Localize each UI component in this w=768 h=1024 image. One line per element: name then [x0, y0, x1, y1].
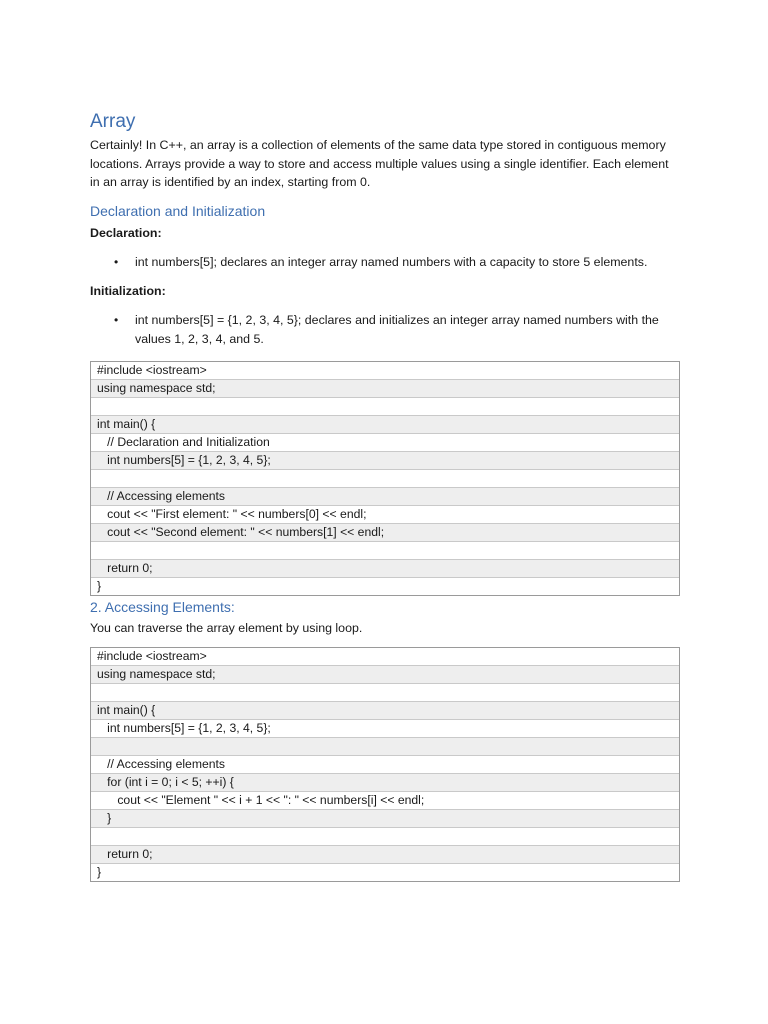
code-line: using namespace std;: [91, 666, 679, 684]
code-line: [91, 684, 679, 702]
code-line: int numbers[5] = {1, 2, 3, 4, 5};: [91, 720, 679, 738]
page-title: Array: [90, 111, 136, 132]
code-line: cout << "Element " << i + 1 << ": " << numbers[i] << endl;: [91, 792, 679, 810]
initialization-bullet-text: int numbers[5] = {1, 2, 3, 4, 5}; declares and initializes an integer array named numbers with the values 1, 2, 3, 4, and 5.: [135, 312, 659, 346]
intro-paragraph: Certainly! In C++, an array is a collection of elements of the same data type stored in contiguous memory locations. Arrays provide a way to store and access multiple values using a single identifier. Each element in an array is identified by an index, starting from 0.: [90, 138, 669, 189]
code-block-1: [90, 361, 680, 596]
code-line: // Accessing elements: [91, 756, 679, 774]
declaration-list: [90, 253, 680, 272]
code-line: [91, 542, 679, 560]
code-line: #include <iostream>: [91, 648, 679, 666]
bullet-icon: •: [114, 254, 119, 269]
code-line: int main() {: [91, 416, 679, 434]
code-line: int main() {: [91, 702, 679, 720]
code-line: }: [91, 810, 679, 828]
bullet-icon: •: [114, 312, 119, 327]
code-line: for (int i = 0; i < 5; ++i) {: [91, 774, 679, 792]
section-heading-declaration: Declaration and Initialization: [90, 202, 266, 219]
code-line: }: [97, 865, 102, 879]
code-line: // Accessing elements: [91, 488, 679, 506]
code-line: // Declaration and Initialization: [91, 434, 679, 452]
declaration-label: Declaration:: [90, 225, 162, 240]
code-line: return 0;: [91, 560, 679, 578]
code-line: }: [97, 578, 102, 593]
code-line: int numbers[5] = {1, 2, 3, 4, 5};: [91, 452, 679, 470]
code-line: cout << "First element: " << numbers[0] << endl;: [91, 506, 679, 524]
code-line: [91, 470, 679, 488]
code-line: [91, 398, 679, 416]
code-line: [91, 738, 679, 756]
code-line: [91, 828, 679, 846]
document-page: [90, 108, 680, 882]
list-item: [90, 311, 680, 349]
list-item: [90, 253, 680, 272]
code-line: using namespace std;: [91, 380, 679, 398]
accessing-paragraph: You can traverse the array element by using loop.: [90, 620, 363, 635]
code-line: cout << "Second element: " << numbers[1] << endl;: [91, 524, 679, 542]
initialization-label: Initialization:: [90, 283, 166, 298]
code-line: #include <iostream>: [91, 362, 679, 380]
section-heading-accessing: 2. Accessing Elements:: [90, 598, 235, 615]
code-block-2: [90, 647, 680, 882]
declaration-bullet-text: int numbers[5]; declares an integer array named numbers with a capacity to store 5 elements.: [135, 254, 648, 269]
code-line: return 0;: [91, 846, 679, 864]
initialization-list: [90, 311, 680, 349]
